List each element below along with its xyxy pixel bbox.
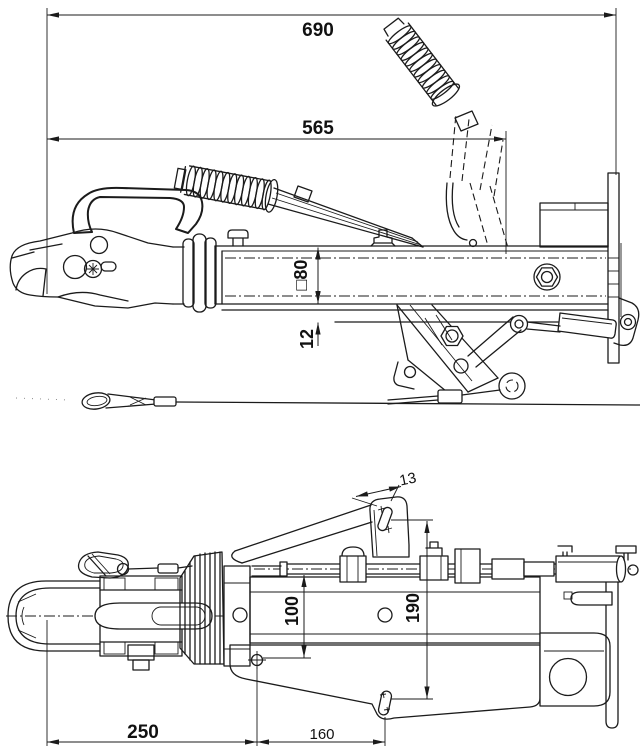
dimension-bottom [47,620,385,746]
shock-absorber-side [511,313,617,338]
filler-plug-front [228,230,248,246]
coupling-head [10,229,184,308]
handbrake-lever-grip [173,162,280,213]
slot-bracket [232,497,409,563]
housing-top [224,566,540,666]
front-flange-block [224,566,250,666]
rod-plug [426,542,442,555]
dimension-intermediate-length [47,118,506,139]
dim-coupling-to-hole-label: 250 [127,722,159,743]
housing-hole-right [378,608,392,622]
head-bolt-hole [64,256,87,279]
linkage-boss [499,373,525,399]
dim-intermediate-length-label: 565 [302,118,334,139]
dim-slot-distance-label: 190 [403,592,423,624]
handbrake-lever-arm [268,186,423,247]
top-view [6,469,638,746]
brake-linkage [388,305,525,404]
breakaway-cable-top [79,552,192,578]
coupling-handle [73,188,203,233]
dimension-slot-width [352,469,418,506]
side-view [10,8,640,411]
lever-lower-edge [446,183,467,240]
dim-tube-section-label: □80 [291,259,311,291]
damper-top [556,556,620,582]
damper-bracket-plate [540,633,610,706]
ratchet-catch [455,111,478,131]
dimension-tube-section [291,248,318,304]
coupling-head-top [8,576,212,670]
head-bolt-top [128,645,154,660]
dim-overall-length-label: 690 [302,20,334,41]
lever-catch [294,186,312,202]
dim-hole-offset-label: 100 [282,595,302,627]
dimension-slot-distance [391,520,433,699]
head-slot [101,262,116,271]
rod-clamp [420,556,448,580]
rod-guide [340,556,366,582]
dim-hole-to-slot-label: 160 [309,726,335,743]
dimension-overall-length [47,15,616,41]
cable-ferrule [154,397,176,406]
dim-slot-width-label: 13 [397,469,418,490]
turnbuckle [492,559,524,579]
handbrake-lever-raised-phantom [378,14,508,248]
bellows-side [183,234,216,312]
base-plate [230,645,540,719]
handle-pivot [91,237,108,254]
rod-block [455,549,480,583]
breakaway-cable-side [16,391,640,411]
dim-plate-offset-label: 12 [297,328,317,350]
